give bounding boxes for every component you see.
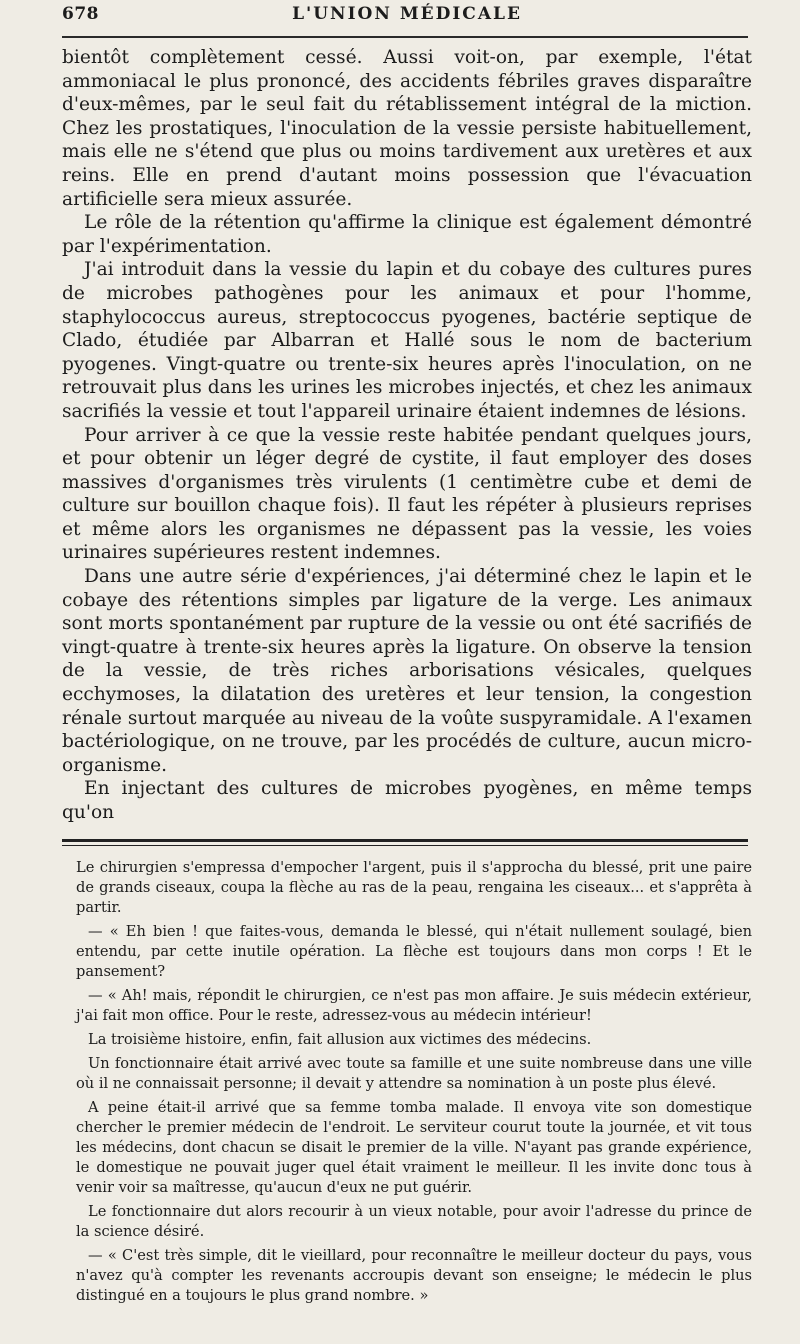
main-paragraph: bientôt complètement cessé. Aussi voit-on, par exemple, l'état ammoniacal le plus prononcé, des accidents fébriles graves disparaître d'eux-mêmes, par le seul fait du rétablissement intégral de la miction. Chez les prostatiques, l'inoculation de la vessie persiste habituellement, mais elle ne s'étend que plus ou moins tardivement aux uretères et aux reins. Elle en prend d'autant moins possession que l'évacuation artificielle sera mieux assurée. — [62, 47, 752, 210]
main-paragraph: Le rôle de la rétention qu'affirme la clinique est également démontré par l'expérimentation. — [62, 212, 752, 257]
feuilleton-paragraph: La troisième histoire, enfin, fait allusion aux victimes des médecins. — [88, 1030, 592, 1048]
main-paragraph: En injectant des cultures de microbes pyogènes, en même temps qu'on — [62, 778, 752, 823]
main-paragraph: J'ai introduit dans la vessie du lapin et du cobaye des cultures pures de microbes pathogènes pour les animaux et pour l'homme, staphylococcus aureus, streptococcus pyogenes, bactérie septique de Clado, étudiée par Albarran et Hallé sous le nom de bacterium pyogenes. Vingt-quatre ou trente-six heures après l'inoculation, on ne retrouvait plus dans les urines les microbes injectés, et chez les animaux sacrifiés la vessie et tout l'appareil urinaire étaient indemnes de lésions. — [62, 259, 752, 422]
feuilleton-text — [62, 858, 752, 1306]
feuilleton-separator — [62, 839, 748, 846]
feuilleton-paragraph: — « C'est très simple, dit le vieillard, pour reconnaître le meilleur docteur du pays, vous n'avez qu'à compter les revenants accroupis devant son enseigne; le médecin le plus distingué en a toujours le plus grand nombre. » — [76, 1246, 752, 1304]
feuilleton-paragraph: A peine était-il arrivé que sa femme tomba malade. Il envoya vite son domestique chercher le premier médecin de l'endroit. Le serviteur courut toute la journée, et vit tous les médecins, dont chacun se disait le premier de la ville. N'ayant pas grande expérience, le domestique ne pouvait juger quel était vraiment le meilleur. Il les invite donc tous à venir voir sa maîtresse, qu'aucun d'eux ne put guérir. — [76, 1098, 752, 1196]
feuilleton-paragraph: — « Eh bien ! que faites-vous, demanda le blessé, qui n'était nullement soulagé, bien entendu, par cette inutile opération. La flèche est toujours dans mon corps ! Et le pansement? — [76, 922, 752, 980]
main-paragraph: Dans une autre série d'expériences, j'ai déterminé chez le lapin et le cobaye des rétentions simples par ligature de la verge. Les animaux sont morts spontanément par rupture de la vessie ou ont été sacrifiés de vingt-quatre à trente-six heures après la ligature. On observe la tension de la vessie, de très riches arborisations vésicales, quelques ecchymoses, la dilatation des uretères et leur tension, la congestion rénale surtout marquée au niveau de la voûte suspyramidale. A l'examen bactériologique, on ne trouve, par les procédés de culture, aucun micro-organisme. — [62, 566, 752, 776]
page-header — [62, 0, 752, 36]
feuilleton-paragraph: Le fonctionnaire dut alors recourir à un vieux notable, pour avoir l'adresse du prince de la science désiré. — [76, 1202, 752, 1240]
feuilleton-paragraph: Le chirurgien s'empressa d'empocher l'argent, puis il s'approcha du blessé, prit une paire de grands ciseaux, coupa la flèche au ras de la peau, rengaina les ciseaux... et s'apprêta à partir. — [76, 858, 752, 916]
page-number: 678 — [62, 4, 99, 24]
feuilleton-paragraph: Un fonctionnaire était arrivé avec toute sa famille et une suite nombreuse dans une ville où il ne connaissait personne; il devait y attendre sa nomination à un poste plus élevé. — [76, 1054, 752, 1092]
main-article-text — [62, 46, 752, 825]
main-paragraph: Pour arriver à ce que la vessie reste habitée pendant quelques jours, et pour obtenir un léger degré de cystite, il faut employer des doses massives d'organismes très virulents (1 centimètre cube et demi de culture sur bouillon chaque fois). Il faut les répéter à plusieurs reprises et même alors les organismes ne dépassent pas la vessie, les voies urinaires supérieures restent indemnes. — [62, 424, 752, 564]
header-rule — [62, 36, 748, 38]
journal-title: L'UNION MÉDICALE — [292, 4, 522, 24]
feuilleton-paragraph: — « Ah! mais, répondit le chirurgien, ce n'est pas mon affaire. Je suis médecin extérieur, j'ai fait mon office. Pour le reste, adressez-vous au médecin intérieur! — [76, 986, 752, 1024]
